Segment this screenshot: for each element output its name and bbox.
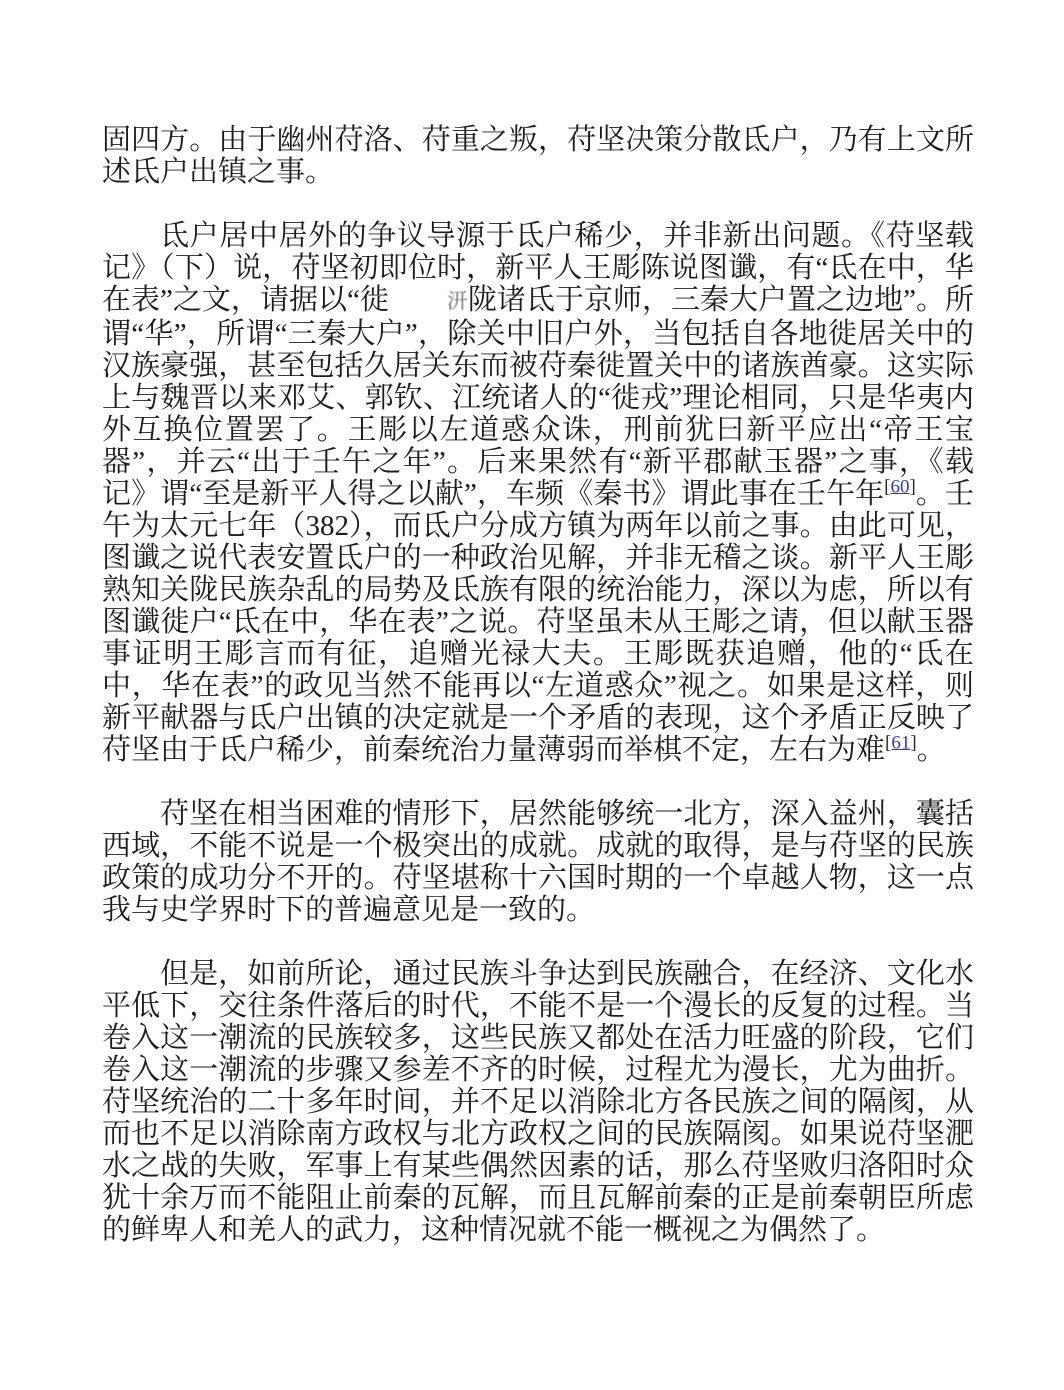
paragraph bbox=[102, 124, 974, 188]
paragraph bbox=[102, 220, 974, 766]
paragraph bbox=[102, 958, 974, 1246]
body-text: 。 bbox=[916, 734, 946, 766]
rare-glyph-qian: 汧 bbox=[446, 289, 468, 313]
paragraph bbox=[102, 798, 974, 926]
body-text: 。壬午为太元七年（382），而氐户分成方镇为两年以前之事。由此可见，图谶之说代表安置氐户的一种政治见解，并非无稽之谈。新平人王彫熟知关陇民族杂乱的局势及氐族有限的统治能力，深以为虑，所以有图谶徙户“氐在中，华在表”之说。苻坚虽未从王彫之请，但以献玉器事证明王彫言而有征，追赠光禄大夫。王彫既获追赠，他的“氐在中，华在表”的政见当然不能再以“左道惑众”视之。如果是这样，则新平献器与氐户出镇的决定就是一个矛盾的表现，这个矛盾正反映了苻坚由于氐户稀少，前秦统治力量薄弱而举棋不定，左右为难 bbox=[102, 478, 974, 766]
footnote-open-bracket: [ bbox=[885, 732, 892, 754]
footnote-link[interactable]: 61 bbox=[891, 732, 911, 754]
footnote-close-bracket: ] bbox=[909, 476, 916, 498]
footnote-link[interactable]: 60 bbox=[890, 476, 910, 498]
footnote-open-bracket: [ bbox=[884, 476, 891, 498]
body-text: 苻坚在相当困难的情形下，居然能够统一北方，深入益州，囊括西域，不能不说是一个极突出的成就。成就的取得，是与苻坚的民族政策的成功分不开的。苻坚堪称十六国时期的一个卓越人物，这一点我与史学界时下的普遍意见是一致的。 bbox=[102, 798, 974, 926]
text-content bbox=[102, 124, 974, 1246]
body-text: 氐户居中居外的争议导源于氐户稀少，并非新出问题。《苻坚载记》（下）说，苻坚初即位时，新平人王彫陈说图谶，有“氐在中，华在表”之文，请据以“徙 bbox=[102, 220, 974, 316]
footnote-reference bbox=[885, 732, 917, 753]
body-text: 但是，如前所论，通过民族斗争达到民族融合，在经济、文化水平低下，交往条件落后的时代，不能不是一个漫长的反复的过程。当卷入这一潮流的民族较多，这些民族又都处在活力旺盛的阶段，它们卷入这一潮流的步骤又参差不齐的时候，过程尤为漫长，尤为曲折。苻坚统治的二十多年时间，并不足以消除北方各民族之间的隔阂，从而也不足以消除南方政权与北方政权之间的民族隔阂。如果说苻坚淝水之战的失败，军事上有某些偶然因素的话，那么苻坚败归洛阳时众犹十余万而不能阻止前秦的瓦解，而且瓦解前秦的正是前秦朝臣所虑的鲜卑人和羌人的武力，这种情况就不能一概视之为偶然了。 bbox=[102, 958, 974, 1246]
body-text: 陇诸氐于京师，三秦大户置之边地”。所谓“华”，所谓“三秦大户”，除关中旧户外，当包括自各地徙居关中的汉族豪强，甚至包括久居关东而被苻秦徙置关中的诸族酋豪。这实际上与魏晋以来邓艾、郭钦、江统诸人的“徙戎”理论相同，只是华夷内外互换位置罢了。王彫以左道惑众诛，刑前犹曰新平应出“帝王宝器”，并云“出于壬午之年”。后来果然有“新平郡献玉器”之事，《载记》谓“至是新平人得之以献”，车频《秦书》谓此事在壬午年 bbox=[102, 284, 974, 510]
footnote-reference bbox=[884, 476, 916, 497]
body-text: 固四方。由于幽州苻洛、苻重之叛，苻坚决策分散氐户，乃有上文所述氐户出镇之事。 bbox=[102, 124, 974, 188]
footnote-close-bracket: ] bbox=[910, 732, 917, 754]
